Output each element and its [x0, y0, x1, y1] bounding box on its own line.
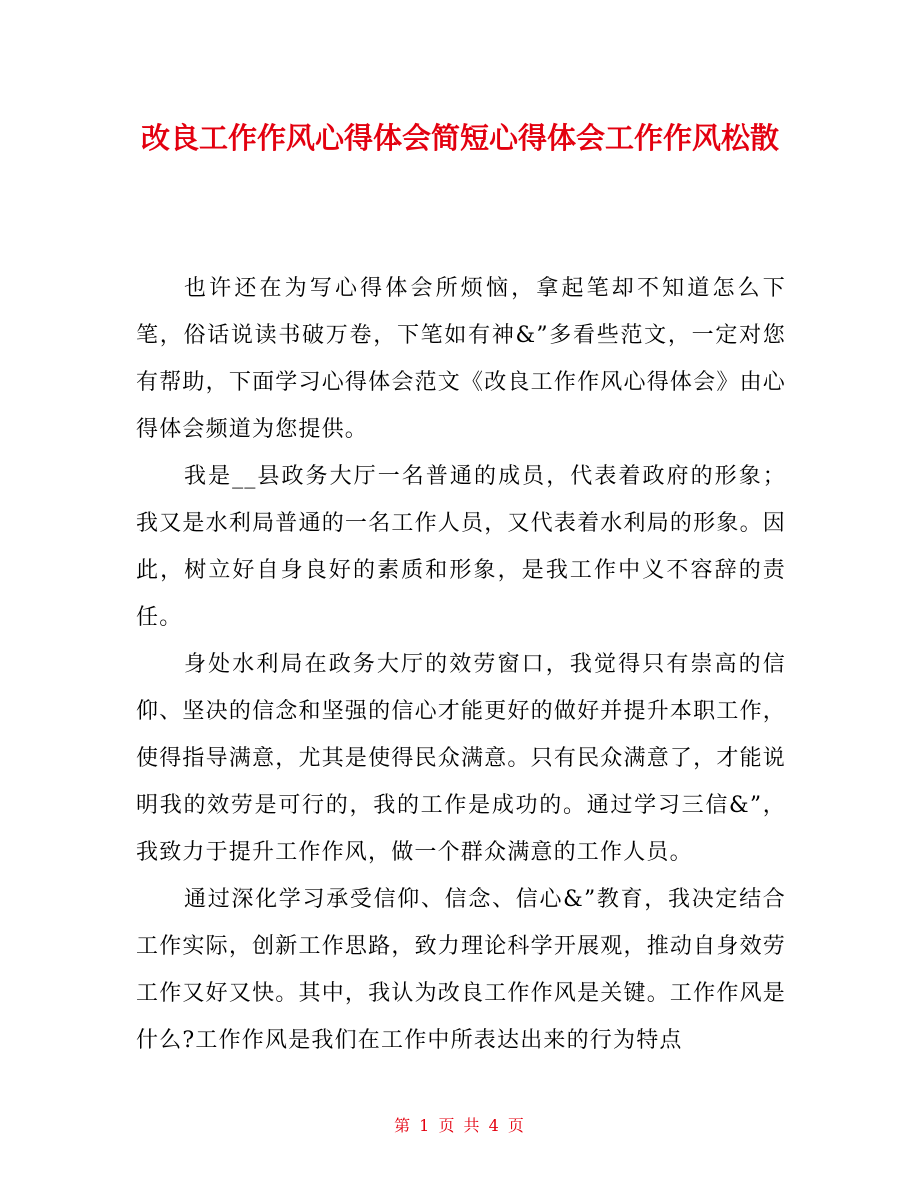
- document-title: 改良工作作风心得体会简短心得体会工作作风松散: [140, 121, 779, 155]
- paragraph-3: 身处水利局在政务大厅的效劳窗口，我觉得只有崇高的信仰、坚决的信念和坚强的信心才能更好的做好并提升本职工作，使得指导满意，尤其是使得民众满意。只有民众满意了，才能说明我的效劳是可行的，我的工作是成功的。通过学习三信&”，我致力于提升工作作风，做一个群众满意的工作人员。: [136, 652, 786, 865]
- paragraph-1: 也许还在为写心得体会所烦恼，拿起笔却不知道怎么下笔，俗话说读书破万卷，下笔如有神&”多看些范文，一定对您有帮助，下面学习心得体会范文《改良工作作风心得体会》由心得体会频道为您提供。: [136, 276, 786, 442]
- document-body: [136, 265, 786, 1064]
- page-prefix: 第: [394, 1116, 413, 1135]
- page-suffix: 页: [507, 1116, 526, 1135]
- page-current-number: 1: [419, 1116, 432, 1135]
- paragraph-2: 我是__县政务大厅一名普通的成员，代表着政府的形象；我又是水利局普通的一名工作人员，又代表着水利局的形象。因此，树立好自身良好的素质和形象，是我工作中义不容辞的责任。: [136, 464, 786, 630]
- page-mid-text: 页 共: [438, 1116, 482, 1135]
- page-footer: [0, 1114, 920, 1138]
- paragraph-4: 通过深化学习承受信仰、信念、信心&”教育，我决定结合工作实际，创新工作思路，致力理论科学开展观，推动自身效劳工作又好又快。其中，我认为改良工作作风是关键。工作作风是什么?工作作风是我们在工作中所表达出来的行为特点: [136, 887, 786, 1053]
- page-total-number: 4: [488, 1116, 501, 1135]
